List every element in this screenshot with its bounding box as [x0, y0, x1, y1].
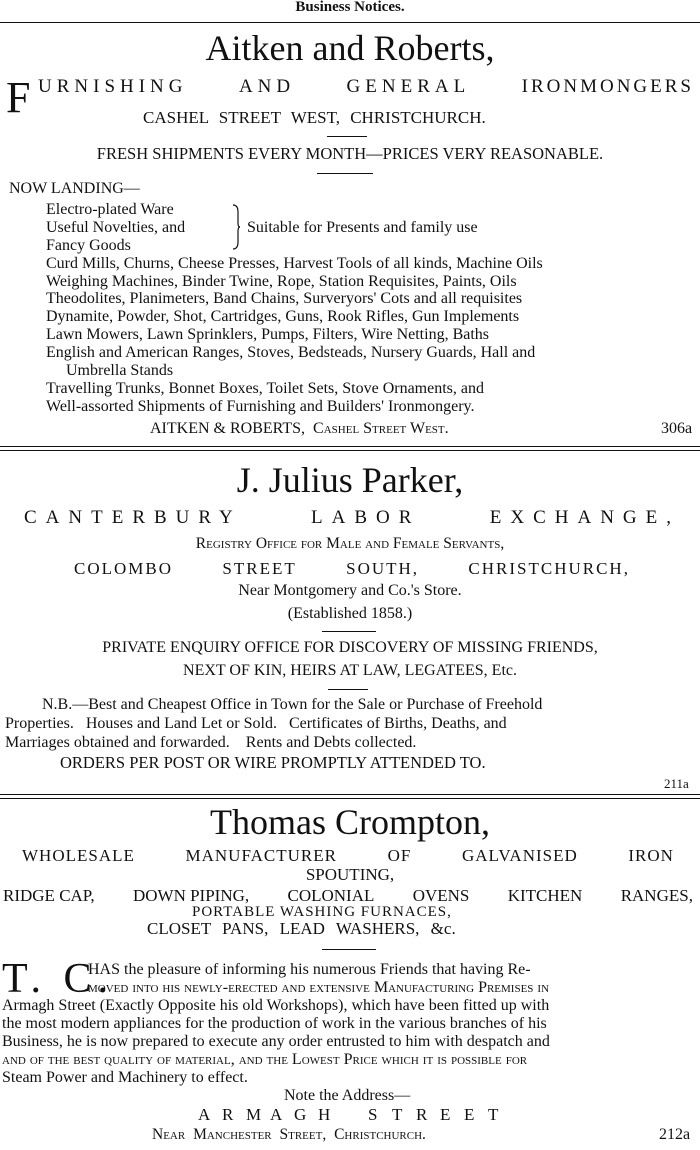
- ad3-street-letter: [342, 1106, 368, 1123]
- divider-rule: [0, 446, 700, 447]
- curly-brace-icon: [232, 204, 240, 250]
- ad3-para-line: moved into his newly-erected and extensive Manufacturing Premises in: [88, 979, 550, 996]
- ad1-list-item: Curd Mills, Churns, Cheese Presses, Harvest Tools of all kinds, Machine Oils: [46, 255, 543, 272]
- ad3-ridge-word: KITCHEN: [507, 886, 583, 905]
- ad2-short-rule: [328, 689, 368, 690]
- ad2-address: [74, 559, 630, 579]
- ad1-dropcap: F: [6, 73, 31, 122]
- ad2-nb-line: Marriages obtained and forwarded. Rents and Debts collected.: [5, 734, 417, 751]
- ad3-para-line: the most modern appliances for the production of work in the various branches of his: [2, 1015, 547, 1032]
- ad1-signature-name: AITKEN & ROBERTS,: [150, 420, 306, 437]
- ad3-portable: PORTABLE WASHING FURNACES,: [192, 904, 452, 920]
- top-rule: [0, 22, 700, 23]
- ad3-trade-word: OF: [387, 846, 412, 865]
- ad1-list-item: English and American Ranges, Stoves, Bedsteads, Nursery Guards, Hall and: [46, 344, 536, 361]
- ad3-street-letter: R: [222, 1105, 234, 1124]
- ad3-ridge-word: RIDGE CAP,: [3, 886, 95, 905]
- ad3-street-letter: A: [198, 1105, 211, 1124]
- ad3-name: Thomas Crompton,: [210, 802, 490, 842]
- ad2-address-word: CHRISTCHURCH,: [468, 559, 630, 578]
- divider-rule: [0, 798, 700, 799]
- ad2-name: J. Julius Parker,: [236, 460, 464, 500]
- ad3-ref: 212a: [659, 1126, 691, 1143]
- ad3-street: [198, 1106, 512, 1123]
- ad3-para-line: HAS the pleasure of informing his numerous Friends that having Re-: [88, 961, 531, 978]
- ad3-street-letter: S: [368, 1105, 378, 1124]
- ad2-trade-word: EXCHANGE,: [489, 507, 680, 528]
- ad1-list-item: Dynamite, Powder, Shot, Cartridges, Guns, Rook Rifles, Gun Implements: [46, 308, 520, 325]
- ad3-street-letter: G: [294, 1105, 307, 1124]
- ad3-para-line: Steam Power and Machinery to effect.: [2, 1069, 248, 1086]
- ad3-trade-word: IRON: [628, 846, 674, 865]
- ad2-enquiry-line: PRIVATE ENQUIRY OFFICE FOR DISCOVERY OF MISSING FRIENDS,: [102, 639, 598, 656]
- ad3-street-letter: T: [392, 1105, 403, 1124]
- ad3-ridge-word: OVENS: [412, 886, 470, 905]
- ad3-para-line: and of the best quality of material, and the Lowest Price which it is possible for: [2, 1051, 528, 1068]
- ad3-trade-word: WHOLESALE: [22, 846, 135, 865]
- ad1-list-item: Theodolites, Planimeters, Band Chains, Surveryors' Cots and all requisites: [46, 290, 523, 307]
- ad1-bracket-note: Suitable for Presents and family use: [247, 219, 478, 236]
- ad3-trade: [22, 846, 674, 866]
- ad1-bracket-item: Fancy Goods: [46, 237, 131, 254]
- ad3-ridge-word: COLONIAL: [287, 886, 375, 905]
- ad1-list-item: Lawn Mowers, Lawn Sprinklers, Pumps, Filters, Wire Netting, Baths: [46, 326, 490, 343]
- ad2-nb-line: Properties. Houses and Land Let or Sold. Certificates of Births, Deaths, and: [5, 715, 507, 732]
- ad1-trade-word: GENERAL: [346, 76, 471, 97]
- ad3-ridge: [3, 886, 693, 906]
- ad1-list-item: Well-assorted Shipments of Furnishing and Builders' Ironmongery.: [46, 398, 475, 415]
- ad3-street-letter: E: [464, 1105, 475, 1124]
- ad1-now-landing: NOW LANDING—: [9, 180, 140, 197]
- ad3-closet: CLOSET PANS, LEAD WASHERS, &c.: [147, 919, 456, 938]
- ad1-short-rule: [327, 136, 367, 137]
- ad3-ridge-word: RANGES,: [620, 886, 693, 905]
- ad1-signature: [150, 421, 449, 437]
- ad1-short-rule: [317, 173, 373, 174]
- ad1-trade: [38, 76, 694, 98]
- ad2-trade-word: CANTERBURY: [24, 507, 242, 528]
- ad2-trade-word: LABOR: [311, 507, 421, 528]
- ad1-bracket-item: Useful Novelties, and: [46, 219, 186, 236]
- page-header: Business Notices.: [295, 0, 405, 15]
- ad1-list-item: Umbrella Stands: [66, 362, 174, 379]
- ad3-short-rule: [322, 949, 376, 950]
- ad2-ref: 211a: [664, 776, 689, 791]
- ad3-near: Near Manchester Street, Christchurch.: [152, 1126, 426, 1143]
- ad2-orders: ORDERS PER POST OR WIRE PROMPTLY ATTENDED TO.: [60, 753, 486, 772]
- ad1-fresh-shipments: FRESH SHIPMENTS EVERY MONTH—PRICES VERY REASONABLE.: [96, 144, 604, 163]
- ad3-street-letter: R: [416, 1105, 428, 1124]
- ad2-address-word: STREET: [222, 559, 297, 578]
- ad3-para-line: Business, he is now prepared to execute any order entrusted to him with despatch and: [2, 1033, 550, 1050]
- ad2-registry: Registry Office for Male and Female Servants,: [195, 535, 505, 552]
- ad2-trade: [24, 507, 680, 529]
- divider-rule: [0, 450, 700, 451]
- ad3-street-letter: A: [270, 1105, 283, 1124]
- ad1-name: Aitken and Roberts,: [205, 28, 495, 68]
- divider-rule: [0, 794, 700, 795]
- ad3-trade-word: GALVANISED: [461, 846, 578, 865]
- ad2-address-word: COLOMBO: [74, 559, 174, 578]
- ad1-list-item: Weighing Machines, Binder Twine, Rope, Station Requisites, Paints, Oils: [46, 273, 517, 290]
- ad2-address-word: SOUTH,: [346, 559, 420, 578]
- ad2-near: Near Montgomery and Co.'s Store.: [238, 582, 462, 599]
- ad2-nb-line: N.B.—Best and Cheapest Office in Town for the Sale or Purchase of Freehold: [42, 696, 543, 713]
- ad1-signature-address: Cashel Street West.: [313, 420, 449, 437]
- ad1-address: CASHEL STREET WEST, CHRISTCHURCH.: [143, 108, 486, 127]
- ad1-list-item: Travelling Trunks, Bonnet Boxes, Toilet Sets, Stove Ornaments, and: [46, 380, 484, 397]
- ad3-spouting: SPOUTING,: [305, 865, 395, 884]
- ad3-street-letter: T: [488, 1105, 499, 1124]
- ad3-para-line: Armagh Street (Exactly Opposite his old Workshops), which have been fitted up with: [2, 997, 550, 1014]
- ad3-street-letter: E: [440, 1105, 451, 1124]
- ad2-enquiry-line: NEXT OF KIN, HEIRS AT LAW, LEGATEES, Etc.: [183, 662, 517, 679]
- ad2-short-rule: [322, 631, 376, 632]
- ad3-street-letter: H: [318, 1105, 331, 1124]
- ad3-trade-word: MANUFACTURER: [185, 846, 337, 865]
- ad3-note: Note the Address—: [284, 1087, 411, 1104]
- ad1-trade-word: AND: [238, 76, 296, 97]
- ad3-ridge-word: DOWN PIPING,: [132, 886, 250, 905]
- ad3-dropcap: T. C.: [2, 956, 115, 1002]
- ad3-street-letter: M: [246, 1105, 262, 1124]
- ad1-trade-word: URNISHING: [38, 76, 188, 97]
- ad1-ref: 306a: [661, 420, 693, 437]
- ad2-established: (Established 1858.): [287, 605, 413, 622]
- ad1-bracket-item: Electro-plated Ware: [46, 201, 174, 218]
- ad1-trade-word: IRONMONGERS: [521, 76, 694, 97]
